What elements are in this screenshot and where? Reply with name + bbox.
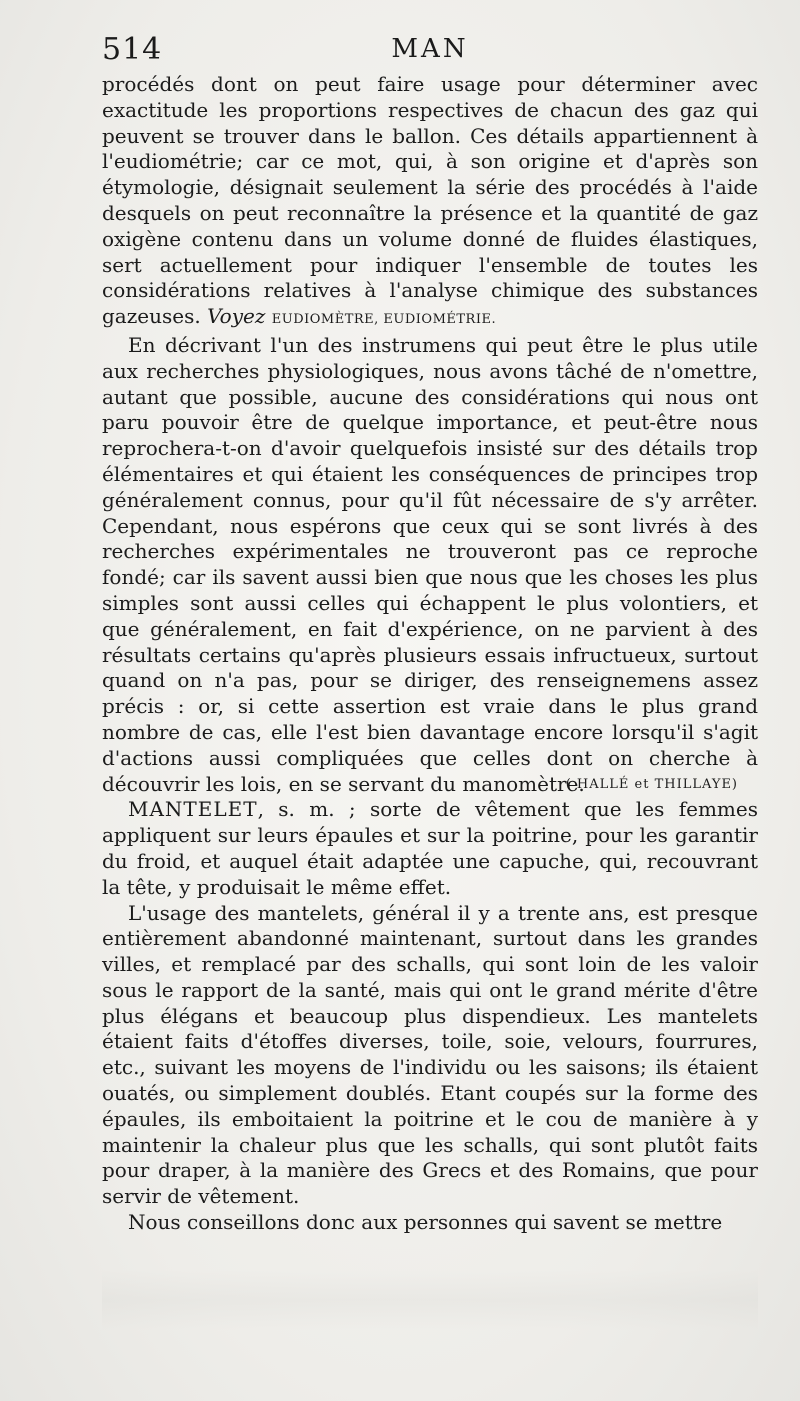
paragraph-usage [102, 901, 758, 1211]
paragraph-eudiometrie [102, 72, 758, 333]
paragraph-text: En décrivant l'un des instrumens qui peut être le plus utile aux recherches physiologiques, nous avons tâché de n'omettre, autant que possible, aucune des considérations qui nous ont paru pouvoir être de quelque importance, et peut-être nous reprochera-t-on d'avoir quelquefois insisté sur des détails trop élémentaires et qui étaient les conséquences de principes trop généralement connus, pour qu'il fût nécessaire de s'y arrêter. Cependant, nous espérons que ceux qui se sont livrés à des recherches expérimentales ne trouveront pas ce reproche fondé; car ils savent aussi bien que nous que les choses les plus simples sont aussi celles qui échappent le plus volontiers, et que généralement, en fait d'expérience, on ne parvient à des résultats certains qu'après plusieurs essais infructueux, surtout quand on n'a pas, pour se diriger, des renseignemens assez précis : or, si cette assertion est vraie dans le plus grand nombre de cas, elle l'est bien davantage encore lorsqu'il s'agit d'actions aussi compliquées que celles dont on cherche à découvrir les lois, en se servant du manomètre. [102, 332, 758, 796]
paragraph-advice [102, 1210, 758, 1236]
page-number: 514 [102, 32, 163, 67]
definition-text: , s. m. ; sorte de vêtement que les femmes appliquent sur leurs épaules et sur la poitrine, pour les garantir du froid, et auquel était adaptée une capuche, qui, recouvrant la tête, y produisait le même effet. [102, 797, 758, 899]
paragraph-text: Nous conseillons donc aux personnes qui savent se mettre [128, 1210, 723, 1235]
paragraph-text: L'usage des mantelets, général il y a trente ans, est presque entièrement abandonné maintenant, surtout dans les grandes villes, et remplacé par des schalls, qui sont loin de les valoir sous le rapport de la santé, mais qui ont le grand mérite d'être plus élégans et beaucoup plus dispendieux. Les mantelets étaient faits d'étoffes diverses, toile, soie, velours, fourrures, etc., suivant les moyens de l'individu ou les saisons; ils étaient ouatés, ou simplement doublés. Etant coupés sur la forme des épaules, ils emboitaient la poitrine et le cou de manière à y maintenir la chaleur plus que les schalls, qui sont plutôt faits pour draper, à la manière des Grecs et des Romains, que pour servir de vêtement. [102, 900, 758, 1209]
author-signature: ( HALLÉ et THILLAYE) [565, 776, 738, 792]
paragraph-instruments [102, 333, 758, 797]
entry-mantelet [102, 797, 758, 900]
cross-references: EUDIOMÈTRE, EUDIOMÉTRIE. [271, 312, 497, 328]
headword: MANTELET [128, 797, 258, 822]
paragraph-text: procédés dont on peut faire usage pour déterminer avec exactitude les proportions respectives de chacun des gaz qui peuvent se trouver dans le ballon. Ces détails appartiennent à l'eudiométrie; car ce mot, qui, à son origine et d'après son étymologie, désignait seulement la série des procédés à l'aide desquels on peut reconnaître la présence et la quantité de gaz oxigène contenu dans un volume donné de fluides élastiques, sert actuellement pour indiquer l'ensemble de toutes les considérations relatives à l'analyse chimique des substances gazeuses. [102, 72, 758, 329]
bleed-through-shadow [102, 1270, 758, 1330]
running-head: MAN [391, 34, 469, 64]
page-header [102, 32, 758, 72]
body-text [102, 72, 758, 1236]
voyez-ref: Voyez [207, 304, 266, 329]
